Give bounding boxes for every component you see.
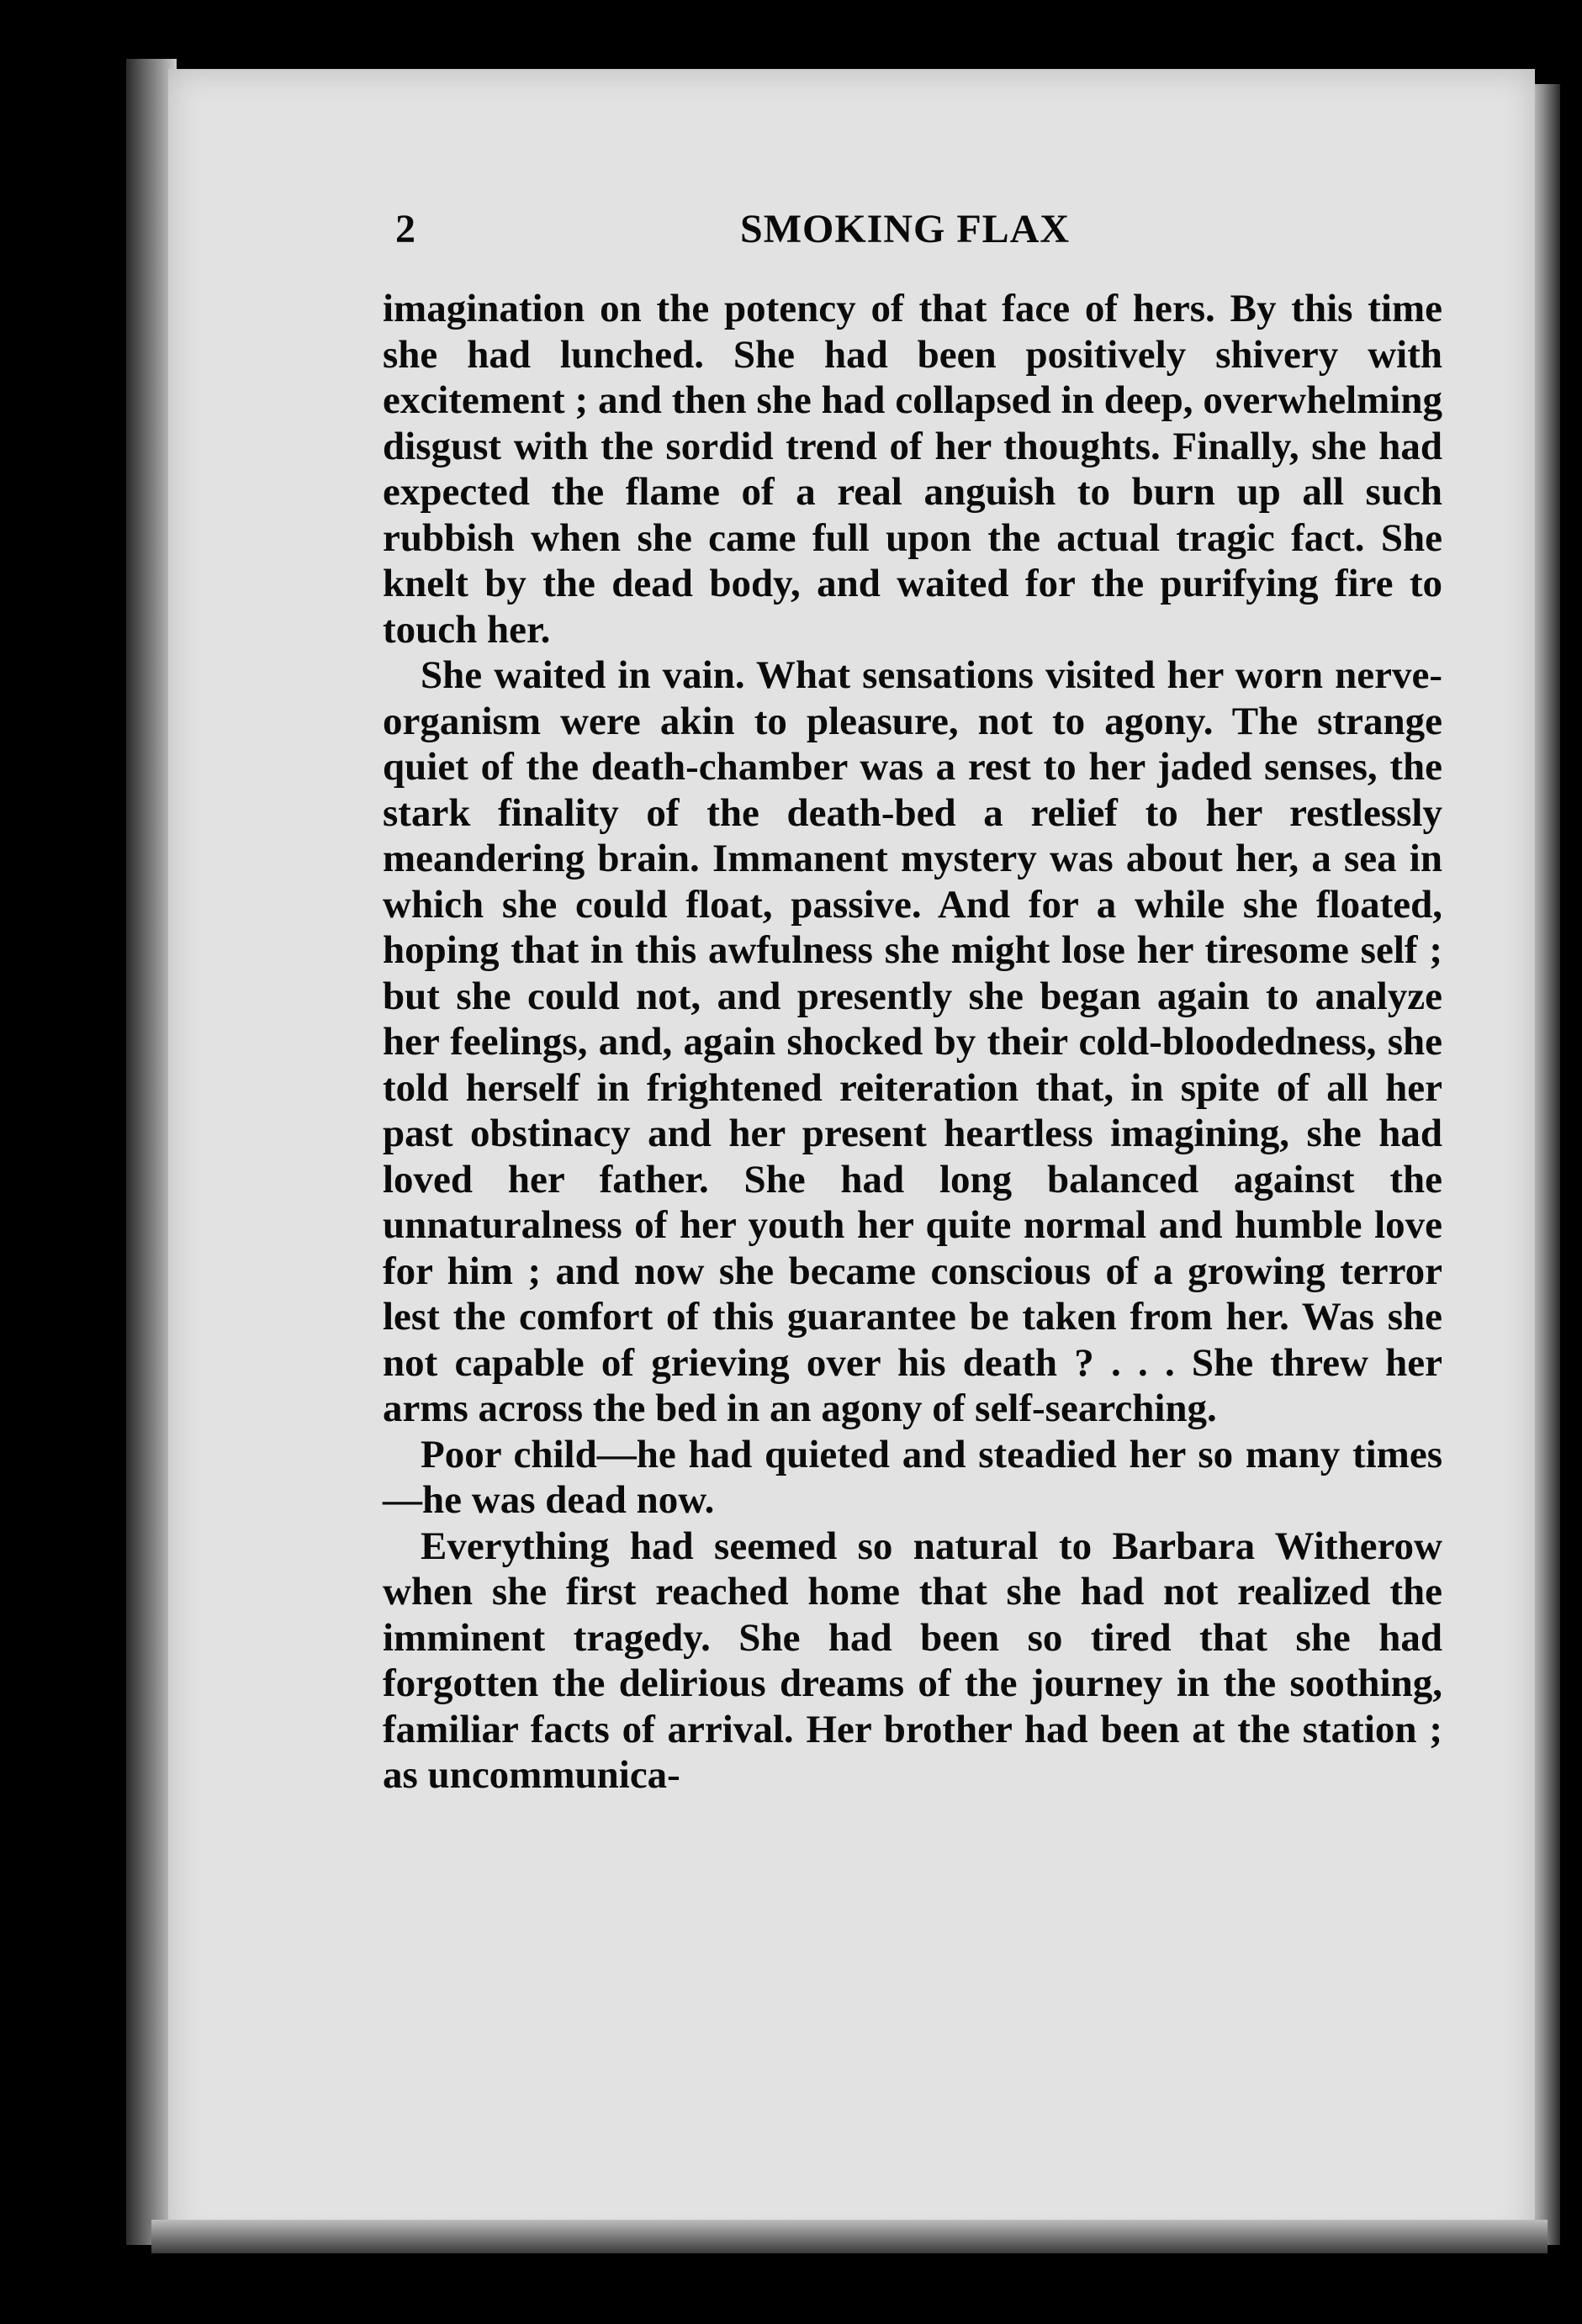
paragraph-2: She waited in vain. What sensations visited her worn nerve-organism were akin to pleasure, not to agony. The strange quiet of the death-chamber was a rest to her jaded senses, the stark finality of the death-bed a relief to her restlessly meandering brain. Immanent mystery was about her, a sea in which she could float, passive. And for a while she floated, hoping that in this awfulness she might lose her tiresome self ; but she could not, and presently she began again to analyze her feelings, and, again shocked by their cold-bloodedness, she told herself in frightened reiteration that, in spite of all her past obstinacy and her present heartless imagining, she had loved her father. She had long balanced against the unnaturalness of her youth her quite normal and humble love for him ; and now she became conscious of a growing terror lest the comfort of this guarantee be taken from her. Was she not capable of grieving over his death ? . . . She threw her arms across the bed in an agony of self-searching. <box>383 653 1442 1430</box>
page-bottom-edge <box>151 2220 1548 2253</box>
paragraph-1: imagination on the potency of that face of hers. By this time she had lunched. She had been positively shivery with excitement ; and then she had collapsed in deep, overwhelming disgust with the sordid trend of her thoughts. Finally, she had expected the flame of a real anguish to burn up all such rubbish when she came full upon the actual tragic fact. She knelt by the dead body, and waited for the purifying fire to touch her. <box>383 287 1442 652</box>
paragraph-3: Poor child—he had quieted and steadied her so many times—he was dead now. <box>383 1432 1442 1522</box>
page-number: 2 <box>395 207 415 251</box>
paragraph-4: Everything had seemed so natural to Barbara Witherow when she first reached home that she had not realized the imminent tragedy. She had been so tired that she had forgotten the delirious dreams of the journey in the soothing, familiar facts of arrival. Her brother had been at the station ; as uncommunica- <box>383 1524 1442 1797</box>
body-text <box>383 286 1442 1798</box>
running-title: SMOKING FLAX <box>740 207 1071 251</box>
running-head <box>395 206 1110 265</box>
